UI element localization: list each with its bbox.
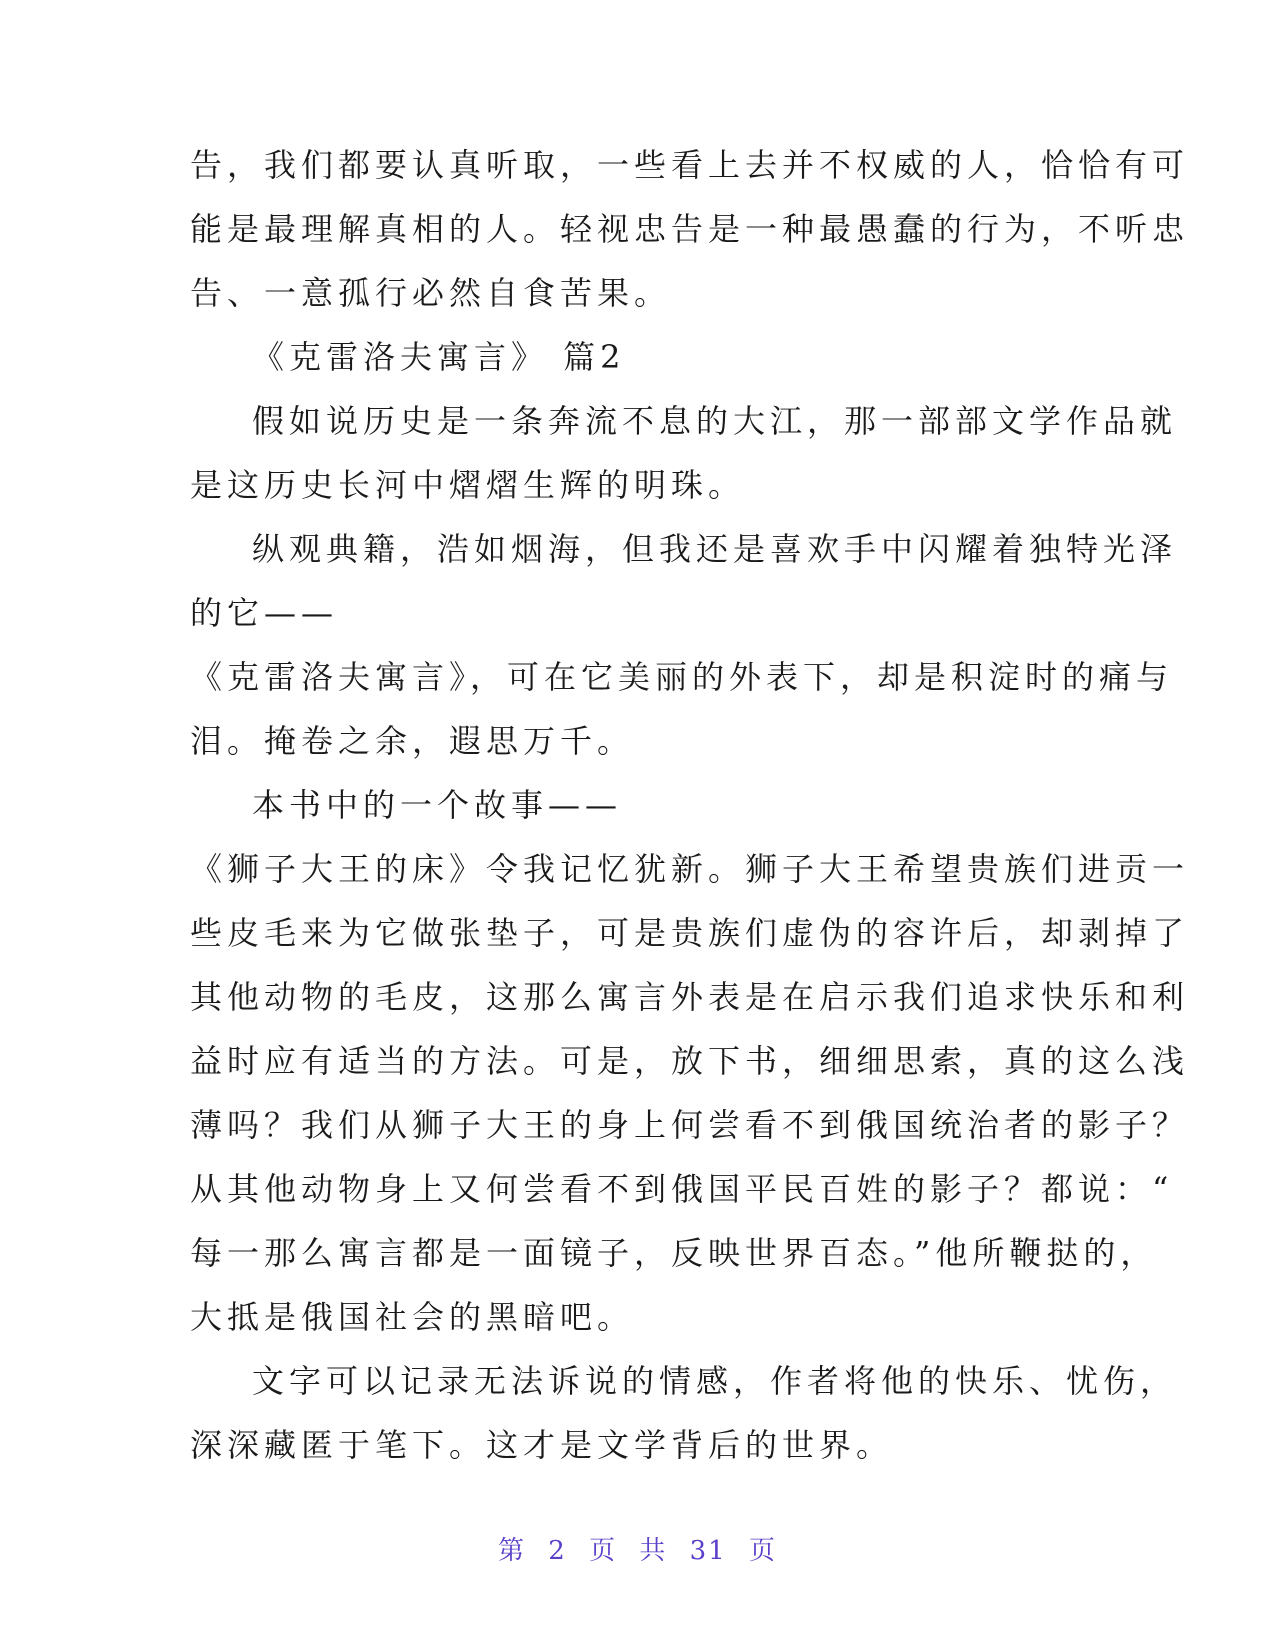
text-line: 从其他动物身上又何尝看不到俄国平民百姓的影子？都说：“ [190,1170,1174,1208]
text-line: 深深藏匿于笔下。这才是文学背后的世界。 [190,1426,894,1464]
footer-suffix: 页 [749,1536,778,1566]
text-line: 本书中的一个故事—— [252,786,623,824]
text-line: 益时应有适当的方法。可是，放下书，细细思索，真的这么浅 [190,1042,1190,1080]
total-pages-number: 31 [689,1536,727,1566]
text-line: 告，我们都要认真听取，一些看上去并不权威的人，恰恰有可 [190,146,1190,184]
footer-total-label: 共 [639,1536,668,1566]
current-page-number: 2 [548,1536,567,1566]
section-heading: 《克雷洛夫寓言》 篇2 [252,338,626,376]
text-line: 《狮子大王的床》令我记忆犹新。狮子大王希望贵族们进贡一 [190,850,1190,888]
text-line: 假如说历史是一条奔流不息的大江，那一部部文学作品就 [252,402,1178,440]
text-line: 文字可以记录无法诉说的情感，作者将他的快乐、忧伤， [252,1362,1178,1400]
text-line: 告、一意孤行必然自食苦果。 [190,274,672,312]
text-line: 是这历史长河中熠熠生辉的明珠。 [190,466,746,504]
body-text [190,133,1190,1477]
text-line: 《克雷洛夫寓言》，可在它美丽的外表下，却是积淀时的痛与 [190,658,1174,696]
text-line: 每一那么寓言都是一面镜子，反映世界百态。”他所鞭挞的， [190,1234,1158,1272]
text-line: 大抵是俄国社会的黑暗吧。 [190,1298,635,1336]
text-line: 其他动物的毛皮，这那么寓言外表是在启示我们追求快乐和利 [190,978,1190,1016]
text-line: 的它—— [190,594,339,632]
text-line: 薄吗？我们从狮子大王的身上何尝看不到俄国统治者的影子？ [190,1106,1190,1144]
text-line: 些皮毛来为它做张垫子，可是贵族们虚伪的容许后，却剥掉了 [190,914,1190,952]
text-line: 能是最理解真相的人。轻视忠告是一种最愚蠢的行为，不听忠 [190,210,1190,248]
text-line: 纵观典籍，浩如烟海，但我还是喜欢手中闪耀着独特光泽 [252,530,1178,568]
page-footer [0,1530,1275,1567]
footer-page-unit: 页 [589,1536,618,1566]
footer-prefix: 第 [497,1536,526,1566]
text-line: 泪。掩卷之余，遐思万千。 [190,722,635,760]
